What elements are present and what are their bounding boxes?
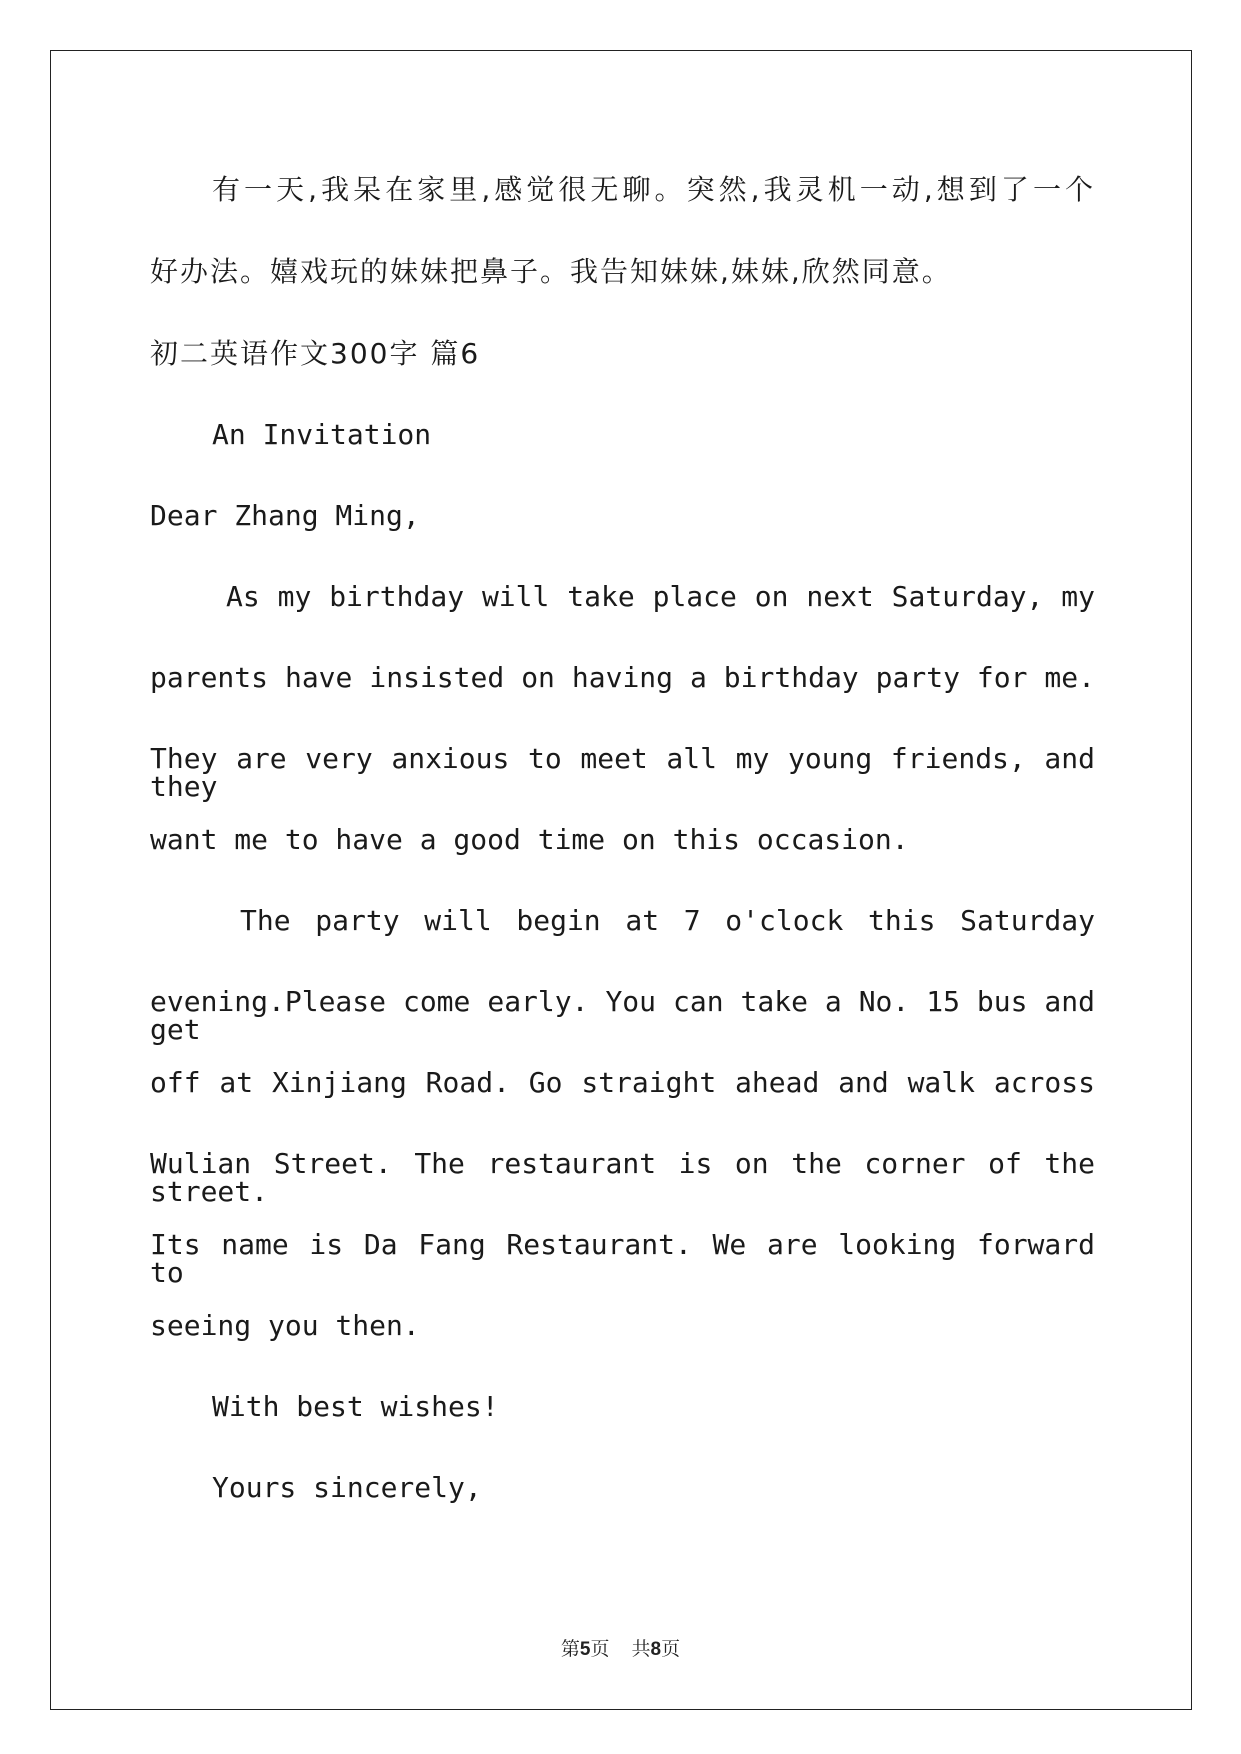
essay-title: An Invitation xyxy=(212,418,432,451)
page-frame xyxy=(50,50,1192,1710)
chinese-paragraph-line: 好办法。嬉戏玩的妹妹把鼻子。我告知妹妹,妹妹,欣然同意。 xyxy=(150,255,952,288)
footer-page-number: 5 xyxy=(579,1639,591,1660)
closing-line: Yours sincerely, xyxy=(212,1471,482,1504)
footer-total-suffix: 页 xyxy=(661,1638,681,1660)
paragraph-line: parents have insisted on having a birthday party for me. xyxy=(150,661,1095,694)
paragraph-line: seeing you then. xyxy=(150,1309,420,1342)
paragraph-line: They are very anxious to meet all my young friends, and they xyxy=(150,742,1095,803)
footer-total-prefix: 共 xyxy=(631,1638,651,1660)
paragraph-line: The party will begin at 7 o'clock this Saturday xyxy=(240,904,1095,937)
footer-page-suffix: 页 xyxy=(590,1638,610,1660)
chinese-paragraph-line: 有一天,我呆在家里,感觉很无聊。突然,我灵机一动,想到了一个 xyxy=(212,173,1095,206)
page-footer xyxy=(0,1634,1241,1661)
footer-page-prefix: 第 xyxy=(560,1638,580,1660)
paragraph-line: Its name is Da Fang Restaurant. We are looking forward to xyxy=(150,1228,1095,1289)
salutation: Dear Zhang Ming, xyxy=(150,499,420,532)
section-heading: 初二英语作文300字 篇6 xyxy=(150,337,481,370)
footer-total-pages: 8 xyxy=(650,1639,662,1660)
paragraph-line: As my birthday will take place on next Saturday, my xyxy=(226,580,1095,613)
paragraph-line: off at Xinjiang Road. Go straight ahead and walk across xyxy=(150,1066,1095,1099)
paragraph-line: Wulian Street. The restaurant is on the corner of the street. xyxy=(150,1147,1095,1208)
paragraph-line: evening.Please come early. You can take a No. 15 bus and get xyxy=(150,985,1095,1046)
paragraph-line: want me to have a good time on this occasion. xyxy=(150,823,909,856)
closing-line: With best wishes! xyxy=(212,1390,499,1423)
